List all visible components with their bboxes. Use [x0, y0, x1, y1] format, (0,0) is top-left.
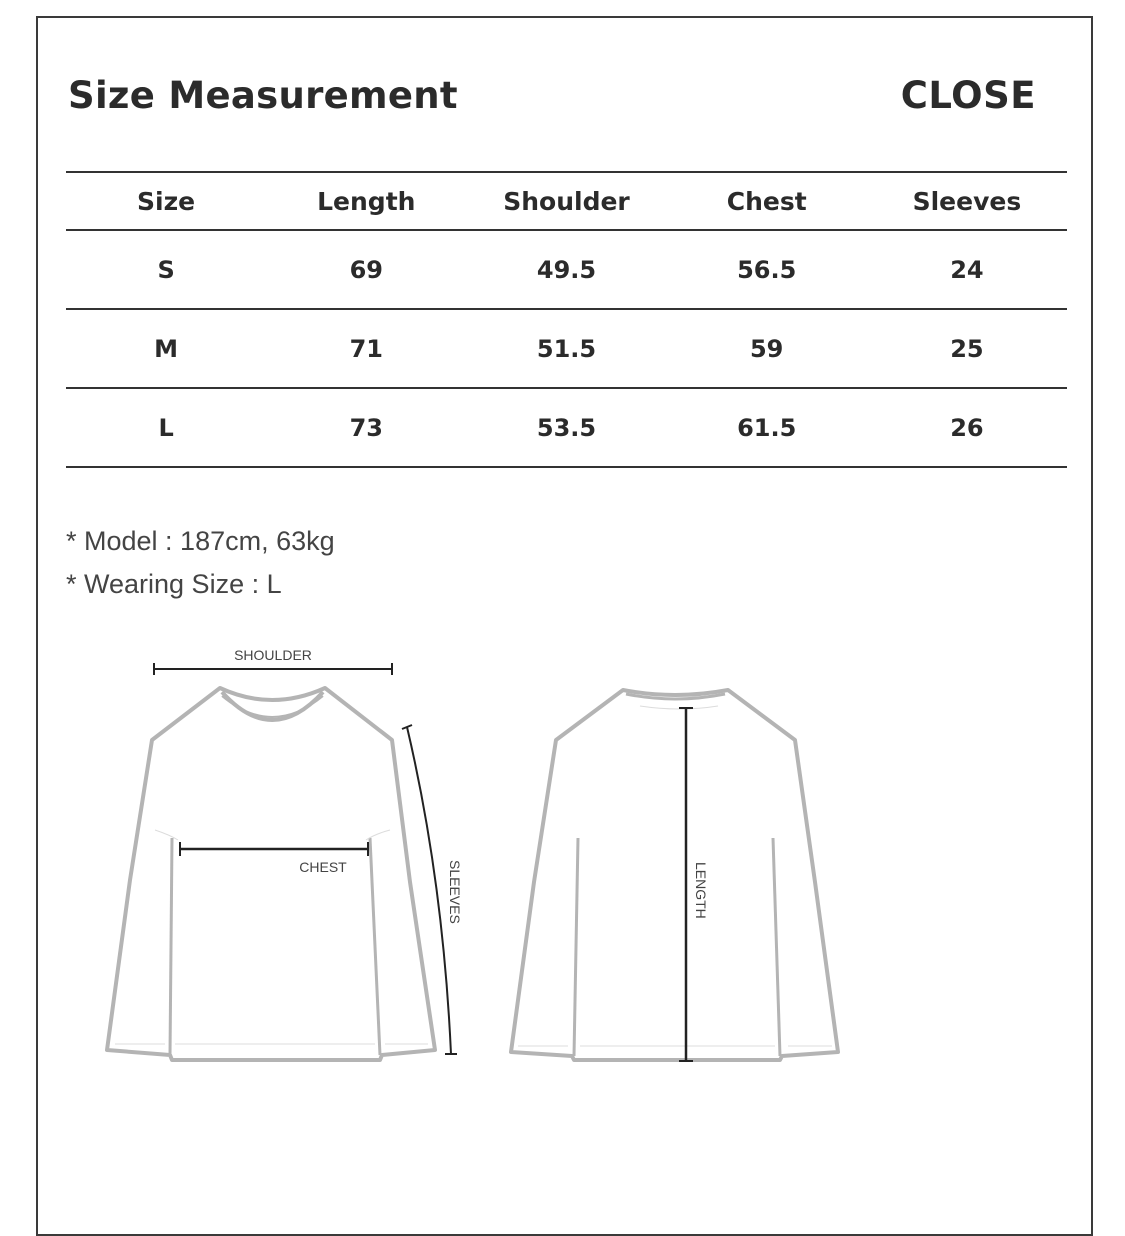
- model-info-note: * Model : 187cm, 63kg: [66, 526, 335, 556]
- model-notes: [66, 520, 335, 606]
- table-cell: 71: [349, 334, 383, 363]
- table-cell: 49.5: [536, 255, 597, 284]
- sleeves-label: SLEEVES: [447, 860, 463, 924]
- shoulder-label: SHOULDER: [234, 647, 312, 663]
- front-garment-outline: [107, 688, 435, 1060]
- length-label: LENGTH: [693, 862, 709, 919]
- front-garment-seams: [115, 830, 428, 1044]
- table-cell: L: [158, 413, 174, 442]
- table-cell: 73: [349, 413, 383, 442]
- table-cell: 53.5: [536, 413, 597, 442]
- table-cell: 61.5: [737, 413, 797, 442]
- table-cell: 51.5: [536, 334, 597, 363]
- table-row: [66, 231, 1067, 310]
- column-header-length: Length: [317, 186, 416, 216]
- back-garment-seams: [518, 706, 832, 1046]
- table-row: [66, 310, 1067, 389]
- table-cell: 25: [950, 334, 984, 363]
- table-row: [66, 389, 1067, 468]
- size-table: [66, 171, 1067, 468]
- column-header-chest: Chest: [726, 186, 807, 216]
- column-header-shoulder: Shoulder: [503, 186, 630, 216]
- table-cell: 59: [749, 334, 784, 363]
- garment-diagram: [0, 620, 1125, 1090]
- column-header-size: Size: [137, 186, 196, 216]
- wearing-size-note: * Wearing Size : L: [66, 569, 282, 599]
- column-header-sleeves: Sleeves: [912, 186, 1022, 216]
- chest-label: CHEST: [299, 859, 347, 875]
- back-garment-outline: [511, 690, 838, 1060]
- table-cell: 56.5: [737, 255, 797, 284]
- table-cell: M: [154, 334, 179, 363]
- table-cell: 69: [349, 255, 383, 284]
- table-cell: 26: [950, 413, 984, 442]
- close-button[interactable]: CLOSE: [900, 74, 1036, 117]
- table-header-row: [66, 173, 1067, 231]
- table-cell: 24: [950, 255, 984, 284]
- table-cell: S: [157, 255, 175, 284]
- modal-title: Size Measurement: [68, 74, 458, 117]
